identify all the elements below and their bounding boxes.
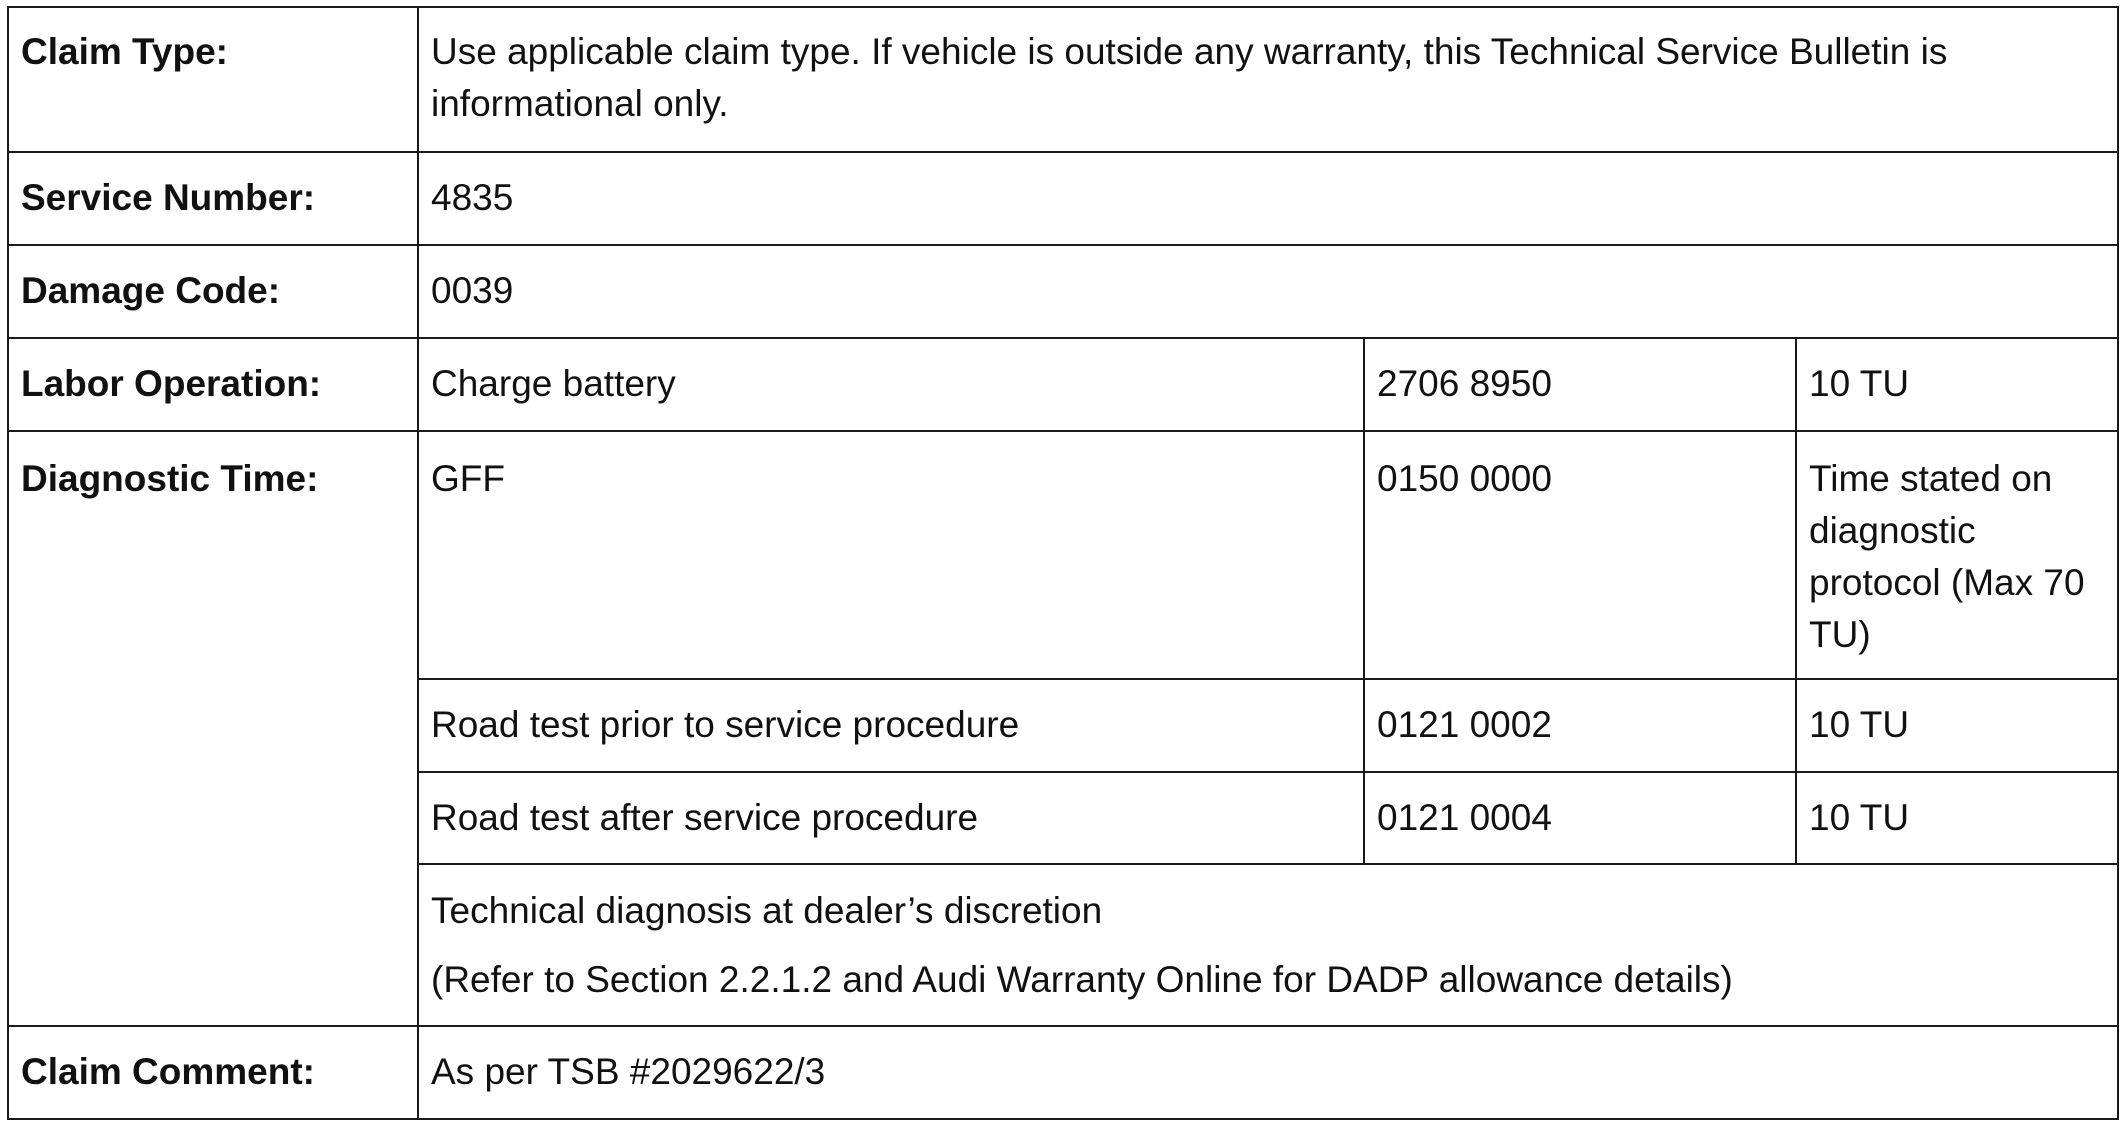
claim-type-value: Use applicable claim type. If vehicle is outside any warranty, this Technical Service Bulletin is informational only. bbox=[418, 7, 2118, 152]
diagnostic-description: Road test after service procedure bbox=[418, 772, 1364, 864]
diagnostic-note-line2: (Refer to Section 2.2.1.2 and Audi Warranty Online for DADP allowance details) bbox=[431, 959, 1733, 1000]
labor-operation-description: Charge battery bbox=[418, 338, 1364, 431]
diagnostic-time-value: 10 TU bbox=[1796, 679, 2118, 772]
diagnostic-note bbox=[418, 864, 2118, 1026]
labor-operation-code: 2706 8950 bbox=[1364, 338, 1796, 431]
claim-table bbox=[7, 6, 2119, 1120]
diagnostic-description: GFF bbox=[418, 431, 1364, 679]
labor-operation-row bbox=[8, 338, 2118, 431]
diagnostic-code: 0121 0002 bbox=[1364, 679, 1796, 772]
labor-operation-label: Labor Operation: bbox=[8, 338, 418, 431]
labor-operation-time: 10 TU bbox=[1796, 338, 2118, 431]
damage-code-row bbox=[8, 245, 2118, 338]
service-number-value: 4835 bbox=[418, 152, 2118, 245]
service-number-label: Service Number: bbox=[8, 152, 418, 245]
diagnostic-description: Road test prior to service procedure bbox=[418, 679, 1364, 772]
diagnostic-code: 0150 0000 bbox=[1364, 431, 1796, 679]
claim-type-label: Claim Type: bbox=[8, 7, 418, 152]
damage-code-value: 0039 bbox=[418, 245, 2118, 338]
claim-comment-value: As per TSB #2029622/3 bbox=[418, 1026, 2118, 1119]
diagnostic-note-line1: Technical diagnosis at dealer’s discretion bbox=[431, 890, 1103, 931]
diagnostic-row bbox=[8, 431, 2118, 679]
claim-comment-label: Claim Comment: bbox=[8, 1026, 418, 1119]
claim-comment-row bbox=[8, 1026, 2118, 1119]
service-number-row bbox=[8, 152, 2118, 245]
damage-code-label: Damage Code: bbox=[8, 245, 418, 338]
diagnostic-code: 0121 0004 bbox=[1364, 772, 1796, 864]
diagnostic-time-label: Diagnostic Time: bbox=[8, 431, 418, 1026]
claim-type-row bbox=[8, 7, 2118, 152]
diagnostic-time-value: Time stated on diagnostic protocol (Max 70 TU) bbox=[1796, 431, 2118, 679]
diagnostic-time-value: 10 TU bbox=[1796, 772, 2118, 864]
